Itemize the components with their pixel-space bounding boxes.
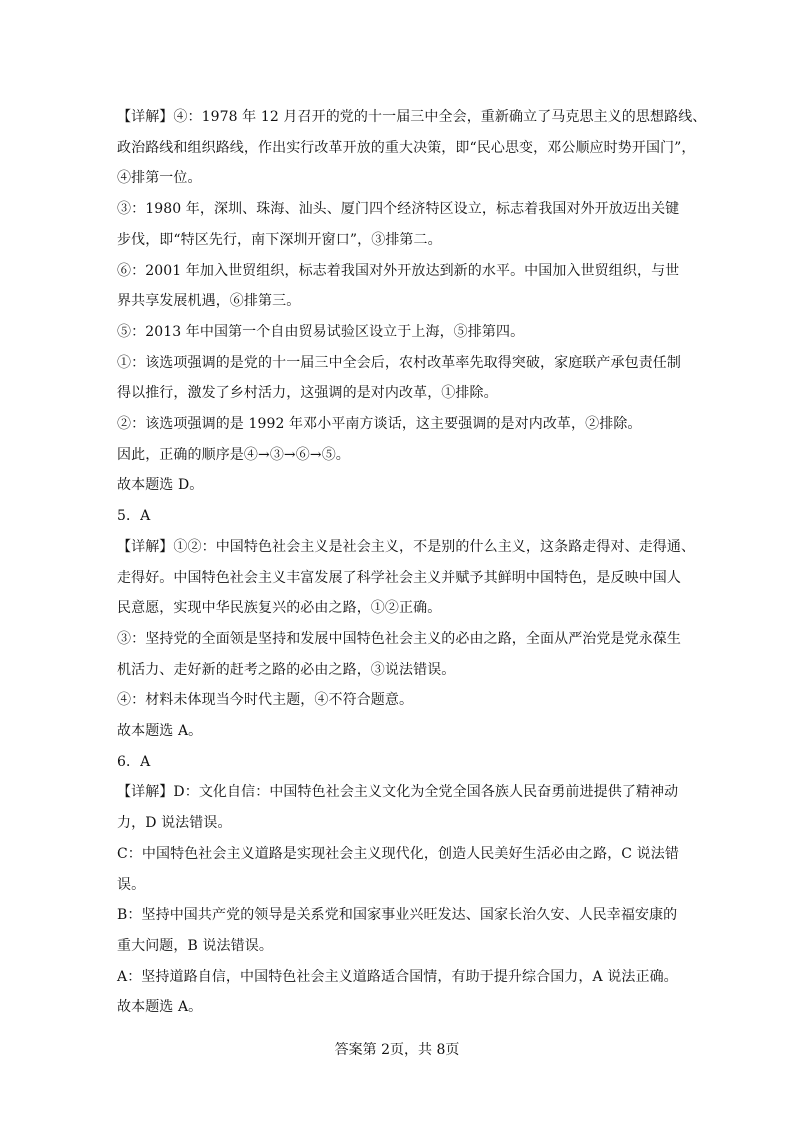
text-line: 界共享发展机遇，⑥排第三。 — [117, 293, 301, 310]
text-line: ④：材料未体现当今时代主题，④不符合题意。 — [117, 692, 414, 709]
text-line: 【详解】①②：中国特色社会主义是社会主义，不是别的什么主义，这条路走得对、走得通、 — [117, 538, 696, 555]
answer-content — [117, 102, 707, 1023]
text-line: ②：该选项强调的是 1992 年邓小平南方谈话，这主要强调的是对内改革，②排除。 — [117, 416, 642, 433]
text-line: B：坚持中国共产党的领导是关系党和国家事业兴旺发达、国家长治久安、人民幸福安康的 — [117, 907, 678, 924]
page-footer: 答案第 2页，共 8页 — [334, 1042, 460, 1058]
text-line: ③：1980 年，深圳、珠海、汕头、厦门四个经济特区设立，标志着我国对外开放迈出关键 — [117, 201, 680, 218]
text-line: ④排第一位。 — [117, 170, 202, 187]
text-line: ⑥：2001 年加入世贸组织，标志着我国对外开放达到新的水平。中国加入世贸组织，与世 — [117, 262, 680, 279]
text-line: C：中国特色社会主义道路是实现社会主义现代化，创造人民美好生活必由之路，C 说法错 — [117, 845, 679, 862]
text-line: ⑤：2013 年中国第一个自由贸易试验区设立于上海，⑤排第四。 — [117, 323, 525, 340]
text-line: 步伐，即“特区先行，南下深圳开窗口”，③排第二。 — [117, 231, 442, 248]
text-line: 【详解】④：1978 年 12 月召开的党的十一届三中全会，重新确立了马克思主义的思想路线、 — [117, 109, 707, 125]
text-line: A：坚持道路自信，中国特色社会主义道路适合国情，有助于提升综合国力，A 说法正确。 — [117, 968, 678, 985]
text-line: 【详解】D：文化自信：中国特色社会主义文化为全党全国各族人民奋勇前进提供了精神动 — [117, 784, 679, 801]
text-line: 误。 — [117, 876, 146, 893]
text-line: 力，D 说法错误。 — [117, 815, 232, 832]
text-line: 得以推行，激发了乡村活力，这强调的是对内改革，①排除。 — [117, 385, 498, 402]
text-line: ①：该选项强调的是党的十一届三中全会后，农村改革率先取得突破，家庭联产承包责任制 — [117, 354, 681, 371]
text-line: 机活力、走好新的赶考之路的必由之路，③说法错误。 — [117, 661, 456, 678]
text-line: 故本题选 A。 — [117, 999, 203, 1016]
text-line: 故本题选 A。 — [117, 723, 203, 740]
question-number: 5．A — [117, 508, 151, 525]
text-line: ③：坚持党的全面领是坚持和发展中国特色社会主义的必由之路，全面从严治党是党永葆生 — [117, 630, 681, 647]
text-line: 故本题选 D。 — [117, 477, 204, 494]
question-number: 6．A — [117, 753, 151, 770]
text-line: 走得好。中国特色社会主义丰富发展了科学社会主义并赋予其鲜明中国特色，是反映中国人 — [117, 569, 681, 586]
text-line: 因此，正确的顺序是④→③→⑥→⑤。 — [117, 446, 350, 463]
text-line: 重大问题，B 说法错误。 — [117, 937, 273, 954]
text-line: 政治路线和组织路线，作出实行改革开放的重大决策，即“民心思变，邓公顺应时势开国门”， — [117, 139, 696, 156]
text-line: 民意愿，实现中华民族复兴的必由之路，①②正确。 — [117, 600, 442, 617]
